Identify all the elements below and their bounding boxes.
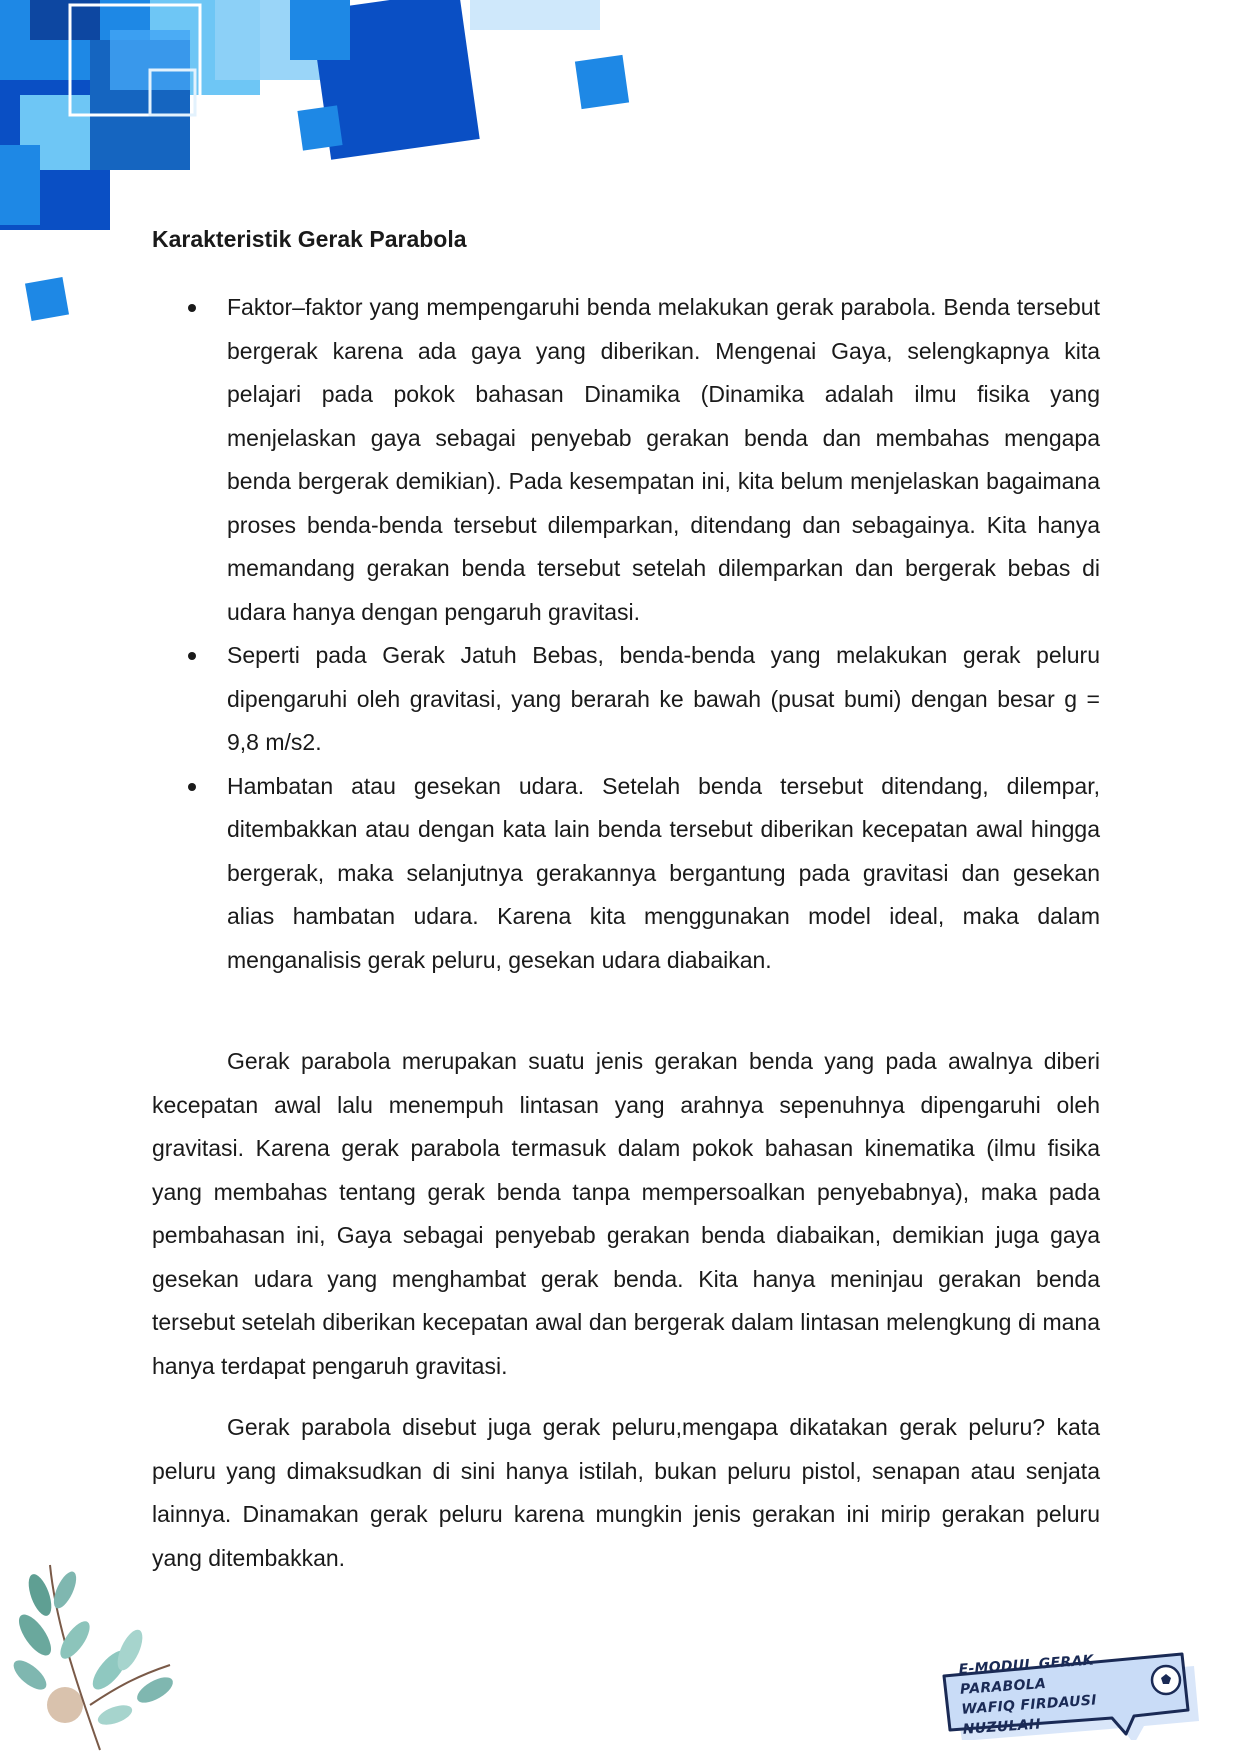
header-decoration <box>0 0 640 330</box>
list-item <box>152 765 1100 983</box>
body-paragraph: Gerak parabola disebut juga gerak peluru,mengapa dikatakan gerak peluru? kata peluru yang dimaksudkan di sini hanya istilah, bukan peluru pistol, senapan atau senjata lainnya. Dinamakan gerak peluru karena mungkin jenis gerakan ini mirip gerakan peluru yang ditembakkan. <box>152 1414 1100 1571</box>
bullet-icon <box>188 304 196 312</box>
list-item-text: Hambatan atau gesekan udara. Setelah benda tersebut ditendang, dilempar, ditembakkan atau dengan kata lain benda tersebut diberikan kecepatan awal hingga bergerak, maka selanjutnya gerakannya bergantung pada gravitasi dan gesekan alias hambatan udara. Karena kita menggunakan model ideal, maka dalam menganalisis gerak peluru, gesekan udara diabaikan. <box>227 772 1100 973</box>
list-item-text: Faktor–faktor yang mempengaruhi benda melakukan gerak parabola. Benda tersebut bergerak karena ada gaya yang diberikan. Mengenai Gaya, selengkapnya kita pelajari pada pokok bahasan Dinamika (Dinamika adalah ilmu fisika yang menjelaskan gaya sebagai penyebab gerakan benda dan membahas mengapa benda bergerak demikian). Pada kesempatan ini, kita belum menjelaskan bagaimana proses benda-benda tersebut dilemparkan, ditendang dan sebagainya. Kita hanya memandang gerakan benda tersebut setelah dilemparkan dan bergerak bebas di udara hanya dengan pengaruh gravitasi. <box>227 294 1100 625</box>
plant-illustration <box>10 1555 190 1755</box>
badge-text <box>958 1646 1163 1740</box>
list-item <box>152 286 1100 634</box>
badge-title: E-MODUL GERAK PARABOLA <box>958 1652 1095 1698</box>
section-heading: Karakteristik Gerak Parabola <box>152 226 467 252</box>
bullet-icon <box>188 652 196 660</box>
bullet-icon <box>188 783 196 791</box>
body-paragraph: Gerak parabola merupakan suatu jenis gerakan benda yang pada awalnya diberi kecepatan awal lalu menempuh lintasan yang arahnya sepenuhnya dipengaruhi oleh gravitasi. Karena gerak parabola termasuk dalam pokok bahasan kinematika (ilmu fisika yang membahas tentang gerak benda tanpa mempersoalkan penyebabnya), maka pada pembahasan ini, Gaya sebagai penyebab gerakan benda diabaikan, demikian juga gaya gesekan udara yang menghambat gerak benda. Kita hanya meninjau gerakan benda tersebut setelah diberikan kecepatan awal dan bergerak dalam lintasan melengkung di mana hanya terdapat pengaruh gravitasi. <box>152 1048 1100 1379</box>
characteristics-list <box>152 286 1100 982</box>
list-item <box>152 634 1100 765</box>
list-item-text: Seperti pada Gerak Jatuh Bebas, benda-benda yang melakukan gerak peluru dipengaruhi oleh gravitasi, yang berarah ke bawah (pusat bumi) dengan besar g = 9,8 m/s2. <box>227 642 1100 755</box>
badge-author: WAFIQ FIRDAUSI NUZULAH <box>960 1692 1098 1738</box>
